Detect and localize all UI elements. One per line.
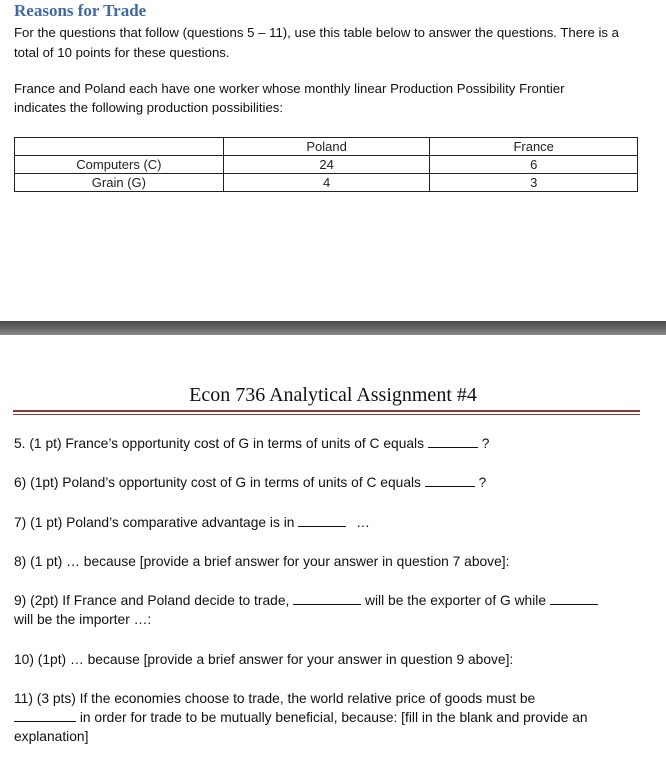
question-8: 8) (1 pt) … because [provide a brief answer for your answer in question 7 above]: (14, 554, 510, 569)
question-11-blank[interactable] (14, 709, 76, 722)
question-9-blank-exporter[interactable] (293, 592, 361, 605)
question-7-suffix: … (356, 515, 370, 530)
title-rule-thick (13, 410, 640, 412)
question-11-line-1: 11) (3 pts) If the economies choose to trade, the world relative price of goods must be (14, 691, 536, 706)
row-label-computers: Computers (C) (15, 156, 224, 174)
question-6-text: 6) (1pt) Poland’s opportunity cost of G in terms of units of C equals (14, 475, 421, 490)
question-9-line-1 (14, 591, 598, 610)
intro-line-1: For the questions that follow (questions 5 – 11), use this table below to answer the questions. There is a (14, 25, 620, 40)
france-computers-value: 6 (430, 156, 638, 174)
question-6-suffix: ? (478, 475, 487, 490)
question-7-blank[interactable] (298, 514, 346, 527)
question-5-blank[interactable] (428, 435, 478, 448)
page-separator (0, 321, 666, 335)
question-6 (14, 473, 486, 492)
poland-computers-value: 24 (223, 156, 430, 174)
question-7-text: 7) (1 pt) Poland’s comparative advantage is in (14, 515, 295, 530)
description-line-1: France and Poland each have one worker whose monthly linear Production Possibility Frontier (14, 81, 565, 96)
table-row (15, 156, 638, 174)
question-11-text-line-2: in order for trade to be mutually beneficial, because: [fill in the blank and provide an (79, 710, 588, 725)
production-possibilities-table (14, 137, 638, 192)
table-row (15, 174, 638, 192)
row-label-grain: Grain (G) (15, 174, 224, 192)
intro-line-2: total of 10 points for these questions. (14, 45, 230, 60)
section-title: Reasons for Trade (14, 1, 147, 20)
description-line-2: indicates the following production possibilities: (14, 100, 284, 115)
question-7 (14, 513, 370, 532)
table-header-row (15, 138, 638, 156)
question-9-blank-importer[interactable] (550, 592, 598, 605)
table-header-blank (15, 138, 224, 156)
question-6-blank[interactable] (425, 474, 475, 487)
question-9-text-a: 9) (2pt) If France and Poland decide to trade, (14, 593, 290, 608)
question-10: 10) (1pt) … because [provide a brief answer for your answer in question 9 above]: (14, 652, 514, 667)
question-9-line-2: will be the importer …: (14, 612, 152, 627)
assignment-title: Econ 736 Analytical Assignment #4 (189, 384, 477, 406)
question-5 (14, 434, 489, 453)
table-header-poland: Poland (223, 138, 430, 156)
question-11-line-2 (14, 708, 588, 727)
question-11-line-3: explanation] (14, 729, 89, 744)
poland-grain-value: 4 (223, 174, 430, 192)
question-5-text: 5. (1 pt) France’s opportunity cost of G in terms of units of C equals (14, 436, 425, 451)
title-rule-thin (13, 414, 640, 415)
france-grain-value: 3 (430, 174, 638, 192)
table-header-france: France (430, 138, 638, 156)
question-9-text-b: will be the exporter of G while (365, 593, 547, 608)
question-5-suffix: ? (481, 436, 490, 451)
